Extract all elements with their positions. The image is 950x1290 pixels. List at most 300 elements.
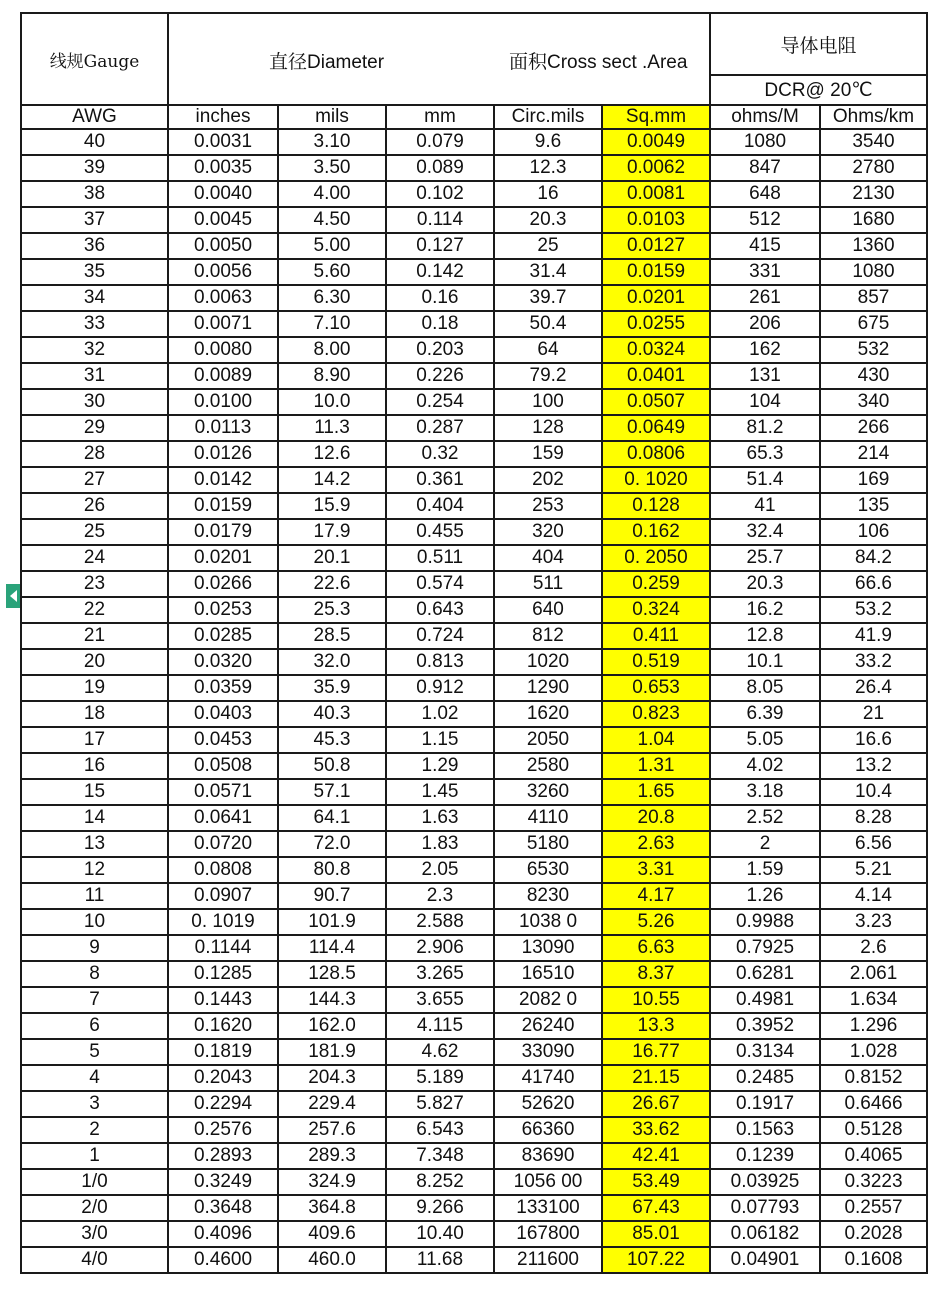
sq-mm-cell: 20.8 xyxy=(602,805,710,831)
awg-cell: 29 xyxy=(21,415,168,441)
sq-mm-cell: 107.22 xyxy=(602,1247,710,1273)
ohms-per-m-cell: 25.7 xyxy=(710,545,820,571)
inches-cell: 0.0040 xyxy=(168,181,278,207)
awg-cell: 5 xyxy=(21,1039,168,1065)
awg-cell: 20 xyxy=(21,649,168,675)
mils-cell: 64.1 xyxy=(278,805,386,831)
mm-cell: 0.254 xyxy=(386,389,494,415)
mils-cell: 72.0 xyxy=(278,831,386,857)
ohms-per-m-cell: 0.06182 xyxy=(710,1221,820,1247)
awg-cell: 1/0 xyxy=(21,1169,168,1195)
table-row xyxy=(21,311,927,337)
ohms-per-m-cell: 2 xyxy=(710,831,820,857)
sq-mm-cell: 0.128 xyxy=(602,493,710,519)
inches-cell: 0.0907 xyxy=(168,883,278,909)
mm-cell: 0.16 xyxy=(386,285,494,311)
ohms-per-km-cell: 0.1608 xyxy=(820,1247,927,1273)
table-row xyxy=(21,987,927,1013)
ohms-per-km-cell: 0.4065 xyxy=(820,1143,927,1169)
inches-cell: 0.0285 xyxy=(168,623,278,649)
mm-cell: 1.45 xyxy=(386,779,494,805)
sq-mm-cell: 5.26 xyxy=(602,909,710,935)
ohms-per-km-cell: 0.2557 xyxy=(820,1195,927,1221)
circ-mils-cell: 13090 xyxy=(494,935,602,961)
table-row xyxy=(21,155,927,181)
ohms-per-km-cell: 2780 xyxy=(820,155,927,181)
inches-cell: 0.3249 xyxy=(168,1169,278,1195)
ohms-per-km-cell: 532 xyxy=(820,337,927,363)
awg-cell: 25 xyxy=(21,519,168,545)
ohms-per-km-cell: 6.56 xyxy=(820,831,927,857)
ohms-per-m-cell: 41 xyxy=(710,493,820,519)
inches-cell: 0.0720 xyxy=(168,831,278,857)
circ-mils-cell: 2580 xyxy=(494,753,602,779)
sq-mm-cell: 6.63 xyxy=(602,935,710,961)
sq-mm-cell: 0.823 xyxy=(602,701,710,727)
awg-cell: 12 xyxy=(21,857,168,883)
ohms-per-m-cell: 81.2 xyxy=(710,415,820,441)
dcr-condition-cell xyxy=(710,75,927,105)
sq-mm-cell: 0. 2050 xyxy=(602,545,710,571)
ohms-per-m-cell: 162 xyxy=(710,337,820,363)
awg-cell: 30 xyxy=(21,389,168,415)
mm-cell: 6.543 xyxy=(386,1117,494,1143)
ohms-per-km-cell: 21 xyxy=(820,701,927,727)
sq-mm-cell: 0.0159 xyxy=(602,259,710,285)
mils-cell: 6.30 xyxy=(278,285,386,311)
ohms-per-m-cell: 104 xyxy=(710,389,820,415)
mils-cell: 3.10 xyxy=(278,129,386,155)
mils-cell: 80.8 xyxy=(278,857,386,883)
awg-cell: 19 xyxy=(21,675,168,701)
area-title: 面积Cross sect .Area xyxy=(509,52,688,73)
mm-cell: 3.655 xyxy=(386,987,494,1013)
table-row xyxy=(21,857,927,883)
inches-cell: 0.0089 xyxy=(168,363,278,389)
mm-cell: 0.114 xyxy=(386,207,494,233)
mm-cell: 0.813 xyxy=(386,649,494,675)
awg-cell: 4 xyxy=(21,1065,168,1091)
ohms-per-m-cell: 4.02 xyxy=(710,753,820,779)
mils-cell: 11.3 xyxy=(278,415,386,441)
ohms-per-m-cell: 0.1917 xyxy=(710,1091,820,1117)
table-row xyxy=(21,389,927,415)
mils-cell: 289.3 xyxy=(278,1143,386,1169)
mils-cell: 45.3 xyxy=(278,727,386,753)
gauge-title: 线规Gauge xyxy=(49,51,140,72)
ohms-per-m-cell: 131 xyxy=(710,363,820,389)
circ-mils-cell: 31.4 xyxy=(494,259,602,285)
inches-cell: 0.0063 xyxy=(168,285,278,311)
mils-cell: 324.9 xyxy=(278,1169,386,1195)
ohms-per-m-cell: 0.7925 xyxy=(710,935,820,961)
col-header-mils: mils xyxy=(278,105,386,129)
mm-cell: 1.29 xyxy=(386,753,494,779)
inches-cell: 0.4600 xyxy=(168,1247,278,1273)
circ-mils-cell: 79.2 xyxy=(494,363,602,389)
inches-cell: 0.0453 xyxy=(168,727,278,753)
inches-cell: 0.0641 xyxy=(168,805,278,831)
table-row xyxy=(21,961,927,987)
mm-cell: 2.3 xyxy=(386,883,494,909)
sq-mm-cell: 0. 1020 xyxy=(602,467,710,493)
table-row xyxy=(21,1117,927,1143)
mm-cell: 0.226 xyxy=(386,363,494,389)
inches-cell: 0.1285 xyxy=(168,961,278,987)
ohms-per-m-cell: 12.8 xyxy=(710,623,820,649)
ohms-per-km-cell: 66.6 xyxy=(820,571,927,597)
table-row xyxy=(21,883,927,909)
diameter-title: 直径Diameter xyxy=(269,52,385,73)
ohms-per-m-cell: 0.6281 xyxy=(710,961,820,987)
sq-mm-cell: 21.15 xyxy=(602,1065,710,1091)
col-header-mm: mm xyxy=(386,105,494,129)
mils-cell: 8.90 xyxy=(278,363,386,389)
ohms-per-m-cell: 0.03925 xyxy=(710,1169,820,1195)
sq-mm-cell: 33.62 xyxy=(602,1117,710,1143)
sq-mm-cell: 1.31 xyxy=(602,753,710,779)
circ-mils-cell: 33090 xyxy=(494,1039,602,1065)
inches-cell: 0.0056 xyxy=(168,259,278,285)
table-row xyxy=(21,467,927,493)
sq-mm-cell: 13.3 xyxy=(602,1013,710,1039)
col-header-sq-mm: Sq.mm xyxy=(602,105,710,129)
ohms-per-m-cell: 648 xyxy=(710,181,820,207)
table-row xyxy=(21,1169,927,1195)
table-row xyxy=(21,337,927,363)
circ-mils-cell: 100 xyxy=(494,389,602,415)
mils-cell: 7.10 xyxy=(278,311,386,337)
mm-cell: 0.404 xyxy=(386,493,494,519)
ohms-per-m-cell: 65.3 xyxy=(710,441,820,467)
circ-mils-cell: 511 xyxy=(494,571,602,597)
sq-mm-cell: 0.0103 xyxy=(602,207,710,233)
awg-cell: 22 xyxy=(21,597,168,623)
ohms-per-km-cell: 214 xyxy=(820,441,927,467)
circ-mils-cell: 812 xyxy=(494,623,602,649)
side-scroll-tab[interactable] xyxy=(6,584,20,608)
table-row xyxy=(21,233,927,259)
table-row xyxy=(21,571,927,597)
mm-cell: 11.68 xyxy=(386,1247,494,1273)
mm-cell: 0.455 xyxy=(386,519,494,545)
ohms-per-km-cell: 2.061 xyxy=(820,961,927,987)
mm-cell: 2.588 xyxy=(386,909,494,935)
dcr-header-cell xyxy=(710,13,927,75)
sq-mm-cell: 0.162 xyxy=(602,519,710,545)
circ-mils-cell: 5180 xyxy=(494,831,602,857)
ohms-per-m-cell: 1080 xyxy=(710,129,820,155)
ohms-per-km-cell: 0.3223 xyxy=(820,1169,927,1195)
ohms-per-km-cell: 135 xyxy=(820,493,927,519)
mils-cell: 90.7 xyxy=(278,883,386,909)
circ-mils-cell: 66360 xyxy=(494,1117,602,1143)
ohms-per-m-cell: 0.3952 xyxy=(710,1013,820,1039)
circ-mils-cell: 41740 xyxy=(494,1065,602,1091)
circ-mils-cell: 83690 xyxy=(494,1143,602,1169)
inches-cell: 0. 1019 xyxy=(168,909,278,935)
ohms-per-km-cell: 1.634 xyxy=(820,987,927,1013)
awg-cell: 27 xyxy=(21,467,168,493)
inches-cell: 0.0571 xyxy=(168,779,278,805)
inches-cell: 0.4096 xyxy=(168,1221,278,1247)
mm-cell: 1.83 xyxy=(386,831,494,857)
inches-cell: 0.1443 xyxy=(168,987,278,1013)
mils-cell: 12.6 xyxy=(278,441,386,467)
ohms-per-m-cell: 331 xyxy=(710,259,820,285)
sq-mm-cell: 8.37 xyxy=(602,961,710,987)
ohms-per-km-cell: 53.2 xyxy=(820,597,927,623)
ohms-per-m-cell: 32.4 xyxy=(710,519,820,545)
mils-cell: 57.1 xyxy=(278,779,386,805)
mm-cell: 4.115 xyxy=(386,1013,494,1039)
inches-cell: 0.0050 xyxy=(168,233,278,259)
ohms-per-km-cell: 2130 xyxy=(820,181,927,207)
table-row xyxy=(21,207,927,233)
table-row xyxy=(21,181,927,207)
mils-cell: 257.6 xyxy=(278,1117,386,1143)
table-row xyxy=(21,545,927,571)
circ-mils-cell: 2050 xyxy=(494,727,602,753)
inches-cell: 0.0253 xyxy=(168,597,278,623)
ohms-per-m-cell: 0.3134 xyxy=(710,1039,820,1065)
mm-cell: 9.266 xyxy=(386,1195,494,1221)
ohms-per-m-cell: 0.9988 xyxy=(710,909,820,935)
awg-cell: 10 xyxy=(21,909,168,935)
inches-cell: 0.0031 xyxy=(168,129,278,155)
awg-cell: 2 xyxy=(21,1117,168,1143)
awg-cell: 18 xyxy=(21,701,168,727)
mils-cell: 15.9 xyxy=(278,493,386,519)
dcr-condition: DCR@ 20℃ xyxy=(764,79,873,101)
sq-mm-cell: 0.324 xyxy=(602,597,710,623)
mils-cell: 409.6 xyxy=(278,1221,386,1247)
ohms-per-m-cell: 0.04901 xyxy=(710,1247,820,1273)
table-row xyxy=(21,415,927,441)
circ-mils-cell: 159 xyxy=(494,441,602,467)
ohms-per-km-cell: 1.028 xyxy=(820,1039,927,1065)
awg-cell: 6 xyxy=(21,1013,168,1039)
sq-mm-cell: 16.77 xyxy=(602,1039,710,1065)
dcr-title: 导体电阻 xyxy=(780,34,857,57)
inches-cell: 0.1620 xyxy=(168,1013,278,1039)
circ-mils-cell: 320 xyxy=(494,519,602,545)
mm-cell: 0.203 xyxy=(386,337,494,363)
mils-cell: 4.50 xyxy=(278,207,386,233)
table-row xyxy=(21,935,927,961)
inches-cell: 0.1144 xyxy=(168,935,278,961)
circ-mils-cell: 211600 xyxy=(494,1247,602,1273)
mm-cell: 0.18 xyxy=(386,311,494,337)
ohms-per-m-cell: 261 xyxy=(710,285,820,311)
ohms-per-m-cell: 1.26 xyxy=(710,883,820,909)
ohms-per-km-cell: 33.2 xyxy=(820,649,927,675)
table-row xyxy=(21,831,927,857)
mm-cell: 5.827 xyxy=(386,1091,494,1117)
circ-mils-cell: 133100 xyxy=(494,1195,602,1221)
mils-cell: 144.3 xyxy=(278,987,386,1013)
inches-cell: 0.2893 xyxy=(168,1143,278,1169)
ohms-per-km-cell: 430 xyxy=(820,363,927,389)
mils-cell: 460.0 xyxy=(278,1247,386,1273)
sq-mm-cell: 2.63 xyxy=(602,831,710,857)
awg-cell: 26 xyxy=(21,493,168,519)
ohms-per-m-cell: 3.18 xyxy=(710,779,820,805)
mils-cell: 162.0 xyxy=(278,1013,386,1039)
mm-cell: 8.252 xyxy=(386,1169,494,1195)
awg-cell: 21 xyxy=(21,623,168,649)
table-row xyxy=(21,727,927,753)
mm-cell: 5.189 xyxy=(386,1065,494,1091)
table-row xyxy=(21,623,927,649)
table-row xyxy=(21,493,927,519)
mils-cell: 50.8 xyxy=(278,753,386,779)
awg-cell: 33 xyxy=(21,311,168,337)
awg-cell: 24 xyxy=(21,545,168,571)
table-row xyxy=(21,1065,927,1091)
mils-cell: 20.1 xyxy=(278,545,386,571)
awg-cell: 14 xyxy=(21,805,168,831)
inches-cell: 0.1819 xyxy=(168,1039,278,1065)
awg-cell: 39 xyxy=(21,155,168,181)
inches-cell: 0.0403 xyxy=(168,701,278,727)
circ-mils-cell: 2082 0 xyxy=(494,987,602,1013)
table-row xyxy=(21,1039,927,1065)
awg-cell: 3 xyxy=(21,1091,168,1117)
ohms-per-m-cell: 0.2485 xyxy=(710,1065,820,1091)
circ-mils-cell: 4110 xyxy=(494,805,602,831)
awg-cell: 40 xyxy=(21,129,168,155)
mils-cell: 32.0 xyxy=(278,649,386,675)
inches-cell: 0.0159 xyxy=(168,493,278,519)
table-row xyxy=(21,675,927,701)
inches-cell: 0.0035 xyxy=(168,155,278,181)
inches-cell: 0.0266 xyxy=(168,571,278,597)
ohms-per-km-cell: 0.2028 xyxy=(820,1221,927,1247)
sq-mm-cell: 0.0081 xyxy=(602,181,710,207)
ohms-per-km-cell: 41.9 xyxy=(820,623,927,649)
sq-mm-cell: 67.43 xyxy=(602,1195,710,1221)
mm-cell: 3.265 xyxy=(386,961,494,987)
awg-cell: 32 xyxy=(21,337,168,363)
ohms-per-km-cell: 0.6466 xyxy=(820,1091,927,1117)
col-header-awg: AWG xyxy=(21,105,168,129)
sq-mm-cell: 0.259 xyxy=(602,571,710,597)
sq-mm-cell: 1.04 xyxy=(602,727,710,753)
table-row xyxy=(21,1143,927,1169)
diameter-area-header-cell xyxy=(168,13,710,105)
mils-cell: 40.3 xyxy=(278,701,386,727)
col-header-ohms-per-km: Ohms/km xyxy=(820,105,927,129)
awg-cell: 17 xyxy=(21,727,168,753)
inches-cell: 0.0808 xyxy=(168,857,278,883)
sq-mm-cell: 10.55 xyxy=(602,987,710,1013)
mils-cell: 181.9 xyxy=(278,1039,386,1065)
awg-cell: 31 xyxy=(21,363,168,389)
ohms-per-km-cell: 4.14 xyxy=(820,883,927,909)
table-row xyxy=(21,285,927,311)
inches-cell: 0.0179 xyxy=(168,519,278,545)
mm-cell: 1.02 xyxy=(386,701,494,727)
ohms-per-km-cell: 8.28 xyxy=(820,805,927,831)
mils-cell: 114.4 xyxy=(278,935,386,961)
inches-cell: 0.0100 xyxy=(168,389,278,415)
table-row xyxy=(21,363,927,389)
circ-mils-cell: 9.6 xyxy=(494,129,602,155)
ohms-per-m-cell: 0.4981 xyxy=(710,987,820,1013)
circ-mils-cell: 52620 xyxy=(494,1091,602,1117)
mm-cell: 2.05 xyxy=(386,857,494,883)
sq-mm-cell: 4.17 xyxy=(602,883,710,909)
ohms-per-km-cell: 5.21 xyxy=(820,857,927,883)
mm-cell: 0.102 xyxy=(386,181,494,207)
inches-cell: 0.0201 xyxy=(168,545,278,571)
sq-mm-cell: 0.519 xyxy=(602,649,710,675)
ohms-per-m-cell: 6.39 xyxy=(710,701,820,727)
inches-cell: 0.2576 xyxy=(168,1117,278,1143)
awg-cell: 38 xyxy=(21,181,168,207)
mm-cell: 0.089 xyxy=(386,155,494,181)
ohms-per-km-cell: 1360 xyxy=(820,233,927,259)
circ-mils-cell: 253 xyxy=(494,493,602,519)
table-row xyxy=(21,649,927,675)
awg-cell: 11 xyxy=(21,883,168,909)
ohms-per-km-cell: 857 xyxy=(820,285,927,311)
mils-cell: 364.8 xyxy=(278,1195,386,1221)
inches-cell: 0.0071 xyxy=(168,311,278,337)
col-header-ohms-per-m: ohms/M xyxy=(710,105,820,129)
awg-cell: 28 xyxy=(21,441,168,467)
sq-mm-cell: 0.0062 xyxy=(602,155,710,181)
mm-cell: 0.079 xyxy=(386,129,494,155)
mils-cell: 8.00 xyxy=(278,337,386,363)
ohms-per-m-cell: 0.07793 xyxy=(710,1195,820,1221)
ohms-per-km-cell: 84.2 xyxy=(820,545,927,571)
inches-cell: 0.0113 xyxy=(168,415,278,441)
mm-cell: 0.32 xyxy=(386,441,494,467)
mils-cell: 10.0 xyxy=(278,389,386,415)
sq-mm-cell: 0.0649 xyxy=(602,415,710,441)
inches-cell: 0.2294 xyxy=(168,1091,278,1117)
mils-cell: 25.3 xyxy=(278,597,386,623)
awg-cell: 7 xyxy=(21,987,168,1013)
ohms-per-km-cell: 340 xyxy=(820,389,927,415)
awg-wire-gauge-table xyxy=(20,12,928,1274)
circ-mils-cell: 1038 0 xyxy=(494,909,602,935)
table-row xyxy=(21,753,927,779)
awg-cell: 34 xyxy=(21,285,168,311)
column-header-row xyxy=(21,105,927,129)
table-row xyxy=(21,129,927,155)
table-row xyxy=(21,805,927,831)
awg-cell: 4/0 xyxy=(21,1247,168,1273)
table-row xyxy=(21,1091,927,1117)
ohms-per-km-cell: 0.8152 xyxy=(820,1065,927,1091)
table-row xyxy=(21,909,927,935)
ohms-per-km-cell: 16.6 xyxy=(820,727,927,753)
gauge-header-cell xyxy=(21,13,168,105)
ohms-per-km-cell: 3.23 xyxy=(820,909,927,935)
circ-mils-cell: 3260 xyxy=(494,779,602,805)
sq-mm-cell: 42.41 xyxy=(602,1143,710,1169)
circ-mils-cell: 404 xyxy=(494,545,602,571)
circ-mils-cell: 25 xyxy=(494,233,602,259)
table-row xyxy=(21,1221,927,1247)
ohms-per-km-cell: 13.2 xyxy=(820,753,927,779)
mils-cell: 204.3 xyxy=(278,1065,386,1091)
circ-mils-cell: 167800 xyxy=(494,1221,602,1247)
mm-cell: 0.511 xyxy=(386,545,494,571)
